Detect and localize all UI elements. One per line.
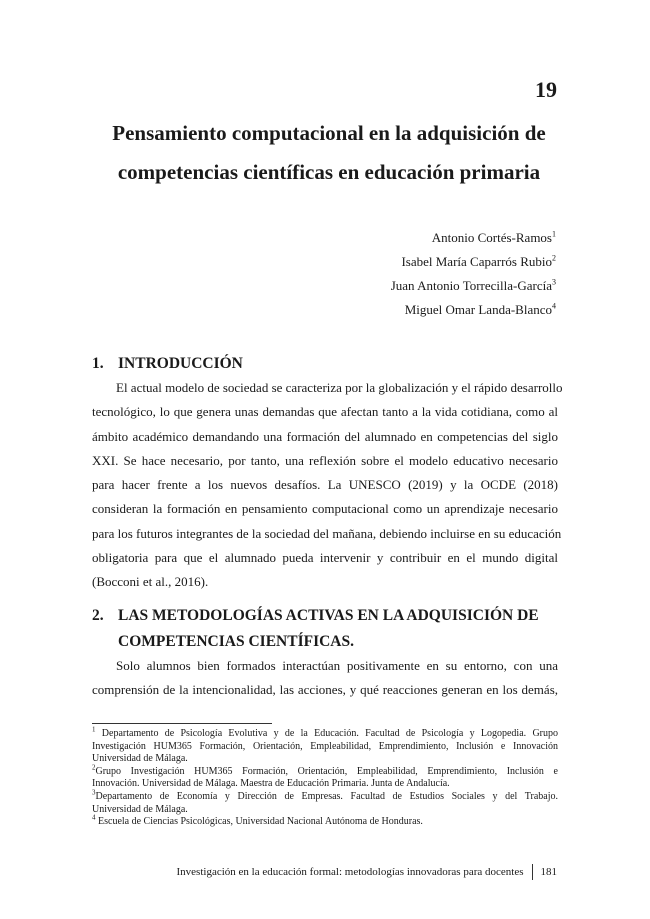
paragraph-line: Solo alumnos bien formados interactúan positivamente en su entorno, con una [116,658,558,673]
footnote-mark: 4 [92,813,96,822]
section-heading-introduccion [92,351,243,377]
section-number: 2. [92,607,104,624]
page-footer [177,864,558,880]
paragraph-line: XXI. Se hace necesario, por tanto, una reflexión sobre el modelo educativo necesario [92,452,558,468]
author-footnote-mark: 2 [552,253,556,263]
footnote-line: Universidad de Málaga. [92,753,188,765]
paragraph-line: para hacer frente a los nuevos desafíos. La UNESCO (2019) y la OCDE (2018) [92,477,558,493]
author-name: Juan Antonio Torrecilla-García [390,278,552,293]
section-heading-text: LAS METODOLOGÍAS ACTIVAS EN LA ADQUISICIÓN DE [118,607,539,624]
footnote-line: Universidad de Málaga. [92,803,188,815]
section-heading-text: COMPETENCIAS CIENTÍFICAS. [118,633,354,650]
footnote-line: $^3$Departamento de Economía y Dirección de Empresas. Facultad de Estudios Sociales y del Trabajo. [92,788,558,802]
chapter-title-line: Pensamiento computacional en la adquisición de [112,121,546,145]
section-heading-text: INTRODUCCIÓN [118,355,243,372]
footer-divider [532,864,533,880]
paragraph-line: tecnológico, lo que genera unas demandas que afectan tanto a la vida cotidiana, como al [92,404,558,420]
author-footnote-mark: 4 [552,301,556,311]
introduction-paragraph [92,376,563,595]
footnote-mark: 3 [92,788,96,797]
footnote [92,725,558,766]
footnote-line: $^2$Grupo Investigación HUM365 Formación, Orientación, Empleabilidad, Emprendimiento, Inclusión e [92,763,558,777]
paragraph-line: obligatoria para que el alumnado pueda intervenir y contribuir en el mundo digital [92,550,558,566]
footnote-line: $^4$ Escuela de Ciencias Psicológicas, Universidad Nacional Autónoma de Honduras. [92,813,423,828]
paragraph-line: ámbito académico demandando una formación del alumnado en competencias del siglo [92,428,558,444]
footnote-mark: 2 [92,763,96,772]
section-heading-metodologias [92,603,539,655]
paragraph-line: para los futuros integrantes de la sociedad del mañana, debiendo incluirse en su educación [92,525,562,541]
chapter-title [90,114,568,192]
running-title: Investigación en la educación formal: metodologías innovadoras para docentes [176,866,524,878]
author-list [391,226,556,322]
author-footnote-mark: 3 [552,277,556,287]
chapter-number: 19 [535,77,557,102]
paragraph-line: comprensión de la intencionalidad, las acciones, y qué reacciones generan en los demás, [92,682,558,698]
section-number: 1. [92,355,104,372]
footnote-mark: 1 [92,725,96,734]
page-number: 181 [540,866,557,878]
footnote-line: Investigación HUM365 Formación, Orientación, Empleabilidad, Emprendimiento, Inclusión e Innovación [92,740,558,752]
author-footnote-mark: 1 [552,229,556,239]
footnote [92,788,558,816]
author [391,226,556,250]
paragraph-line: consideran la formación en pensamiento computacional como un aprendizaje necesario [92,501,558,517]
metodologias-paragraph [92,654,558,703]
footnote-line: $^1$ Departamento de Psicología Evolutiva y de la Educación. Facultad de Psicología y Logopedia. Grupo [92,725,558,739]
footnote [92,813,558,829]
paragraph-line: (Bocconi et al., 2016). [92,574,209,590]
author [391,298,556,322]
author [391,250,556,274]
paragraph-line: El actual modelo de sociedad se caracteriza por la globalización y el rápido desarrollo [116,380,563,395]
author-name: Antonio Cortés-Ramos [431,230,552,245]
footnote-line: Innovación. Universidad de Málaga. Maestra de Educación Primaria. Junta de Andalucía. [92,778,450,790]
author [391,274,556,298]
author-name: Miguel Omar Landa-Blanco [404,302,552,317]
footnotes [92,725,558,829]
footnote [92,763,558,791]
footnote-divider [92,723,272,724]
author-name: Isabel María Caparrós Rubio [401,254,552,269]
chapter-title-line: competencias científicas en educación primaria [117,160,541,184]
